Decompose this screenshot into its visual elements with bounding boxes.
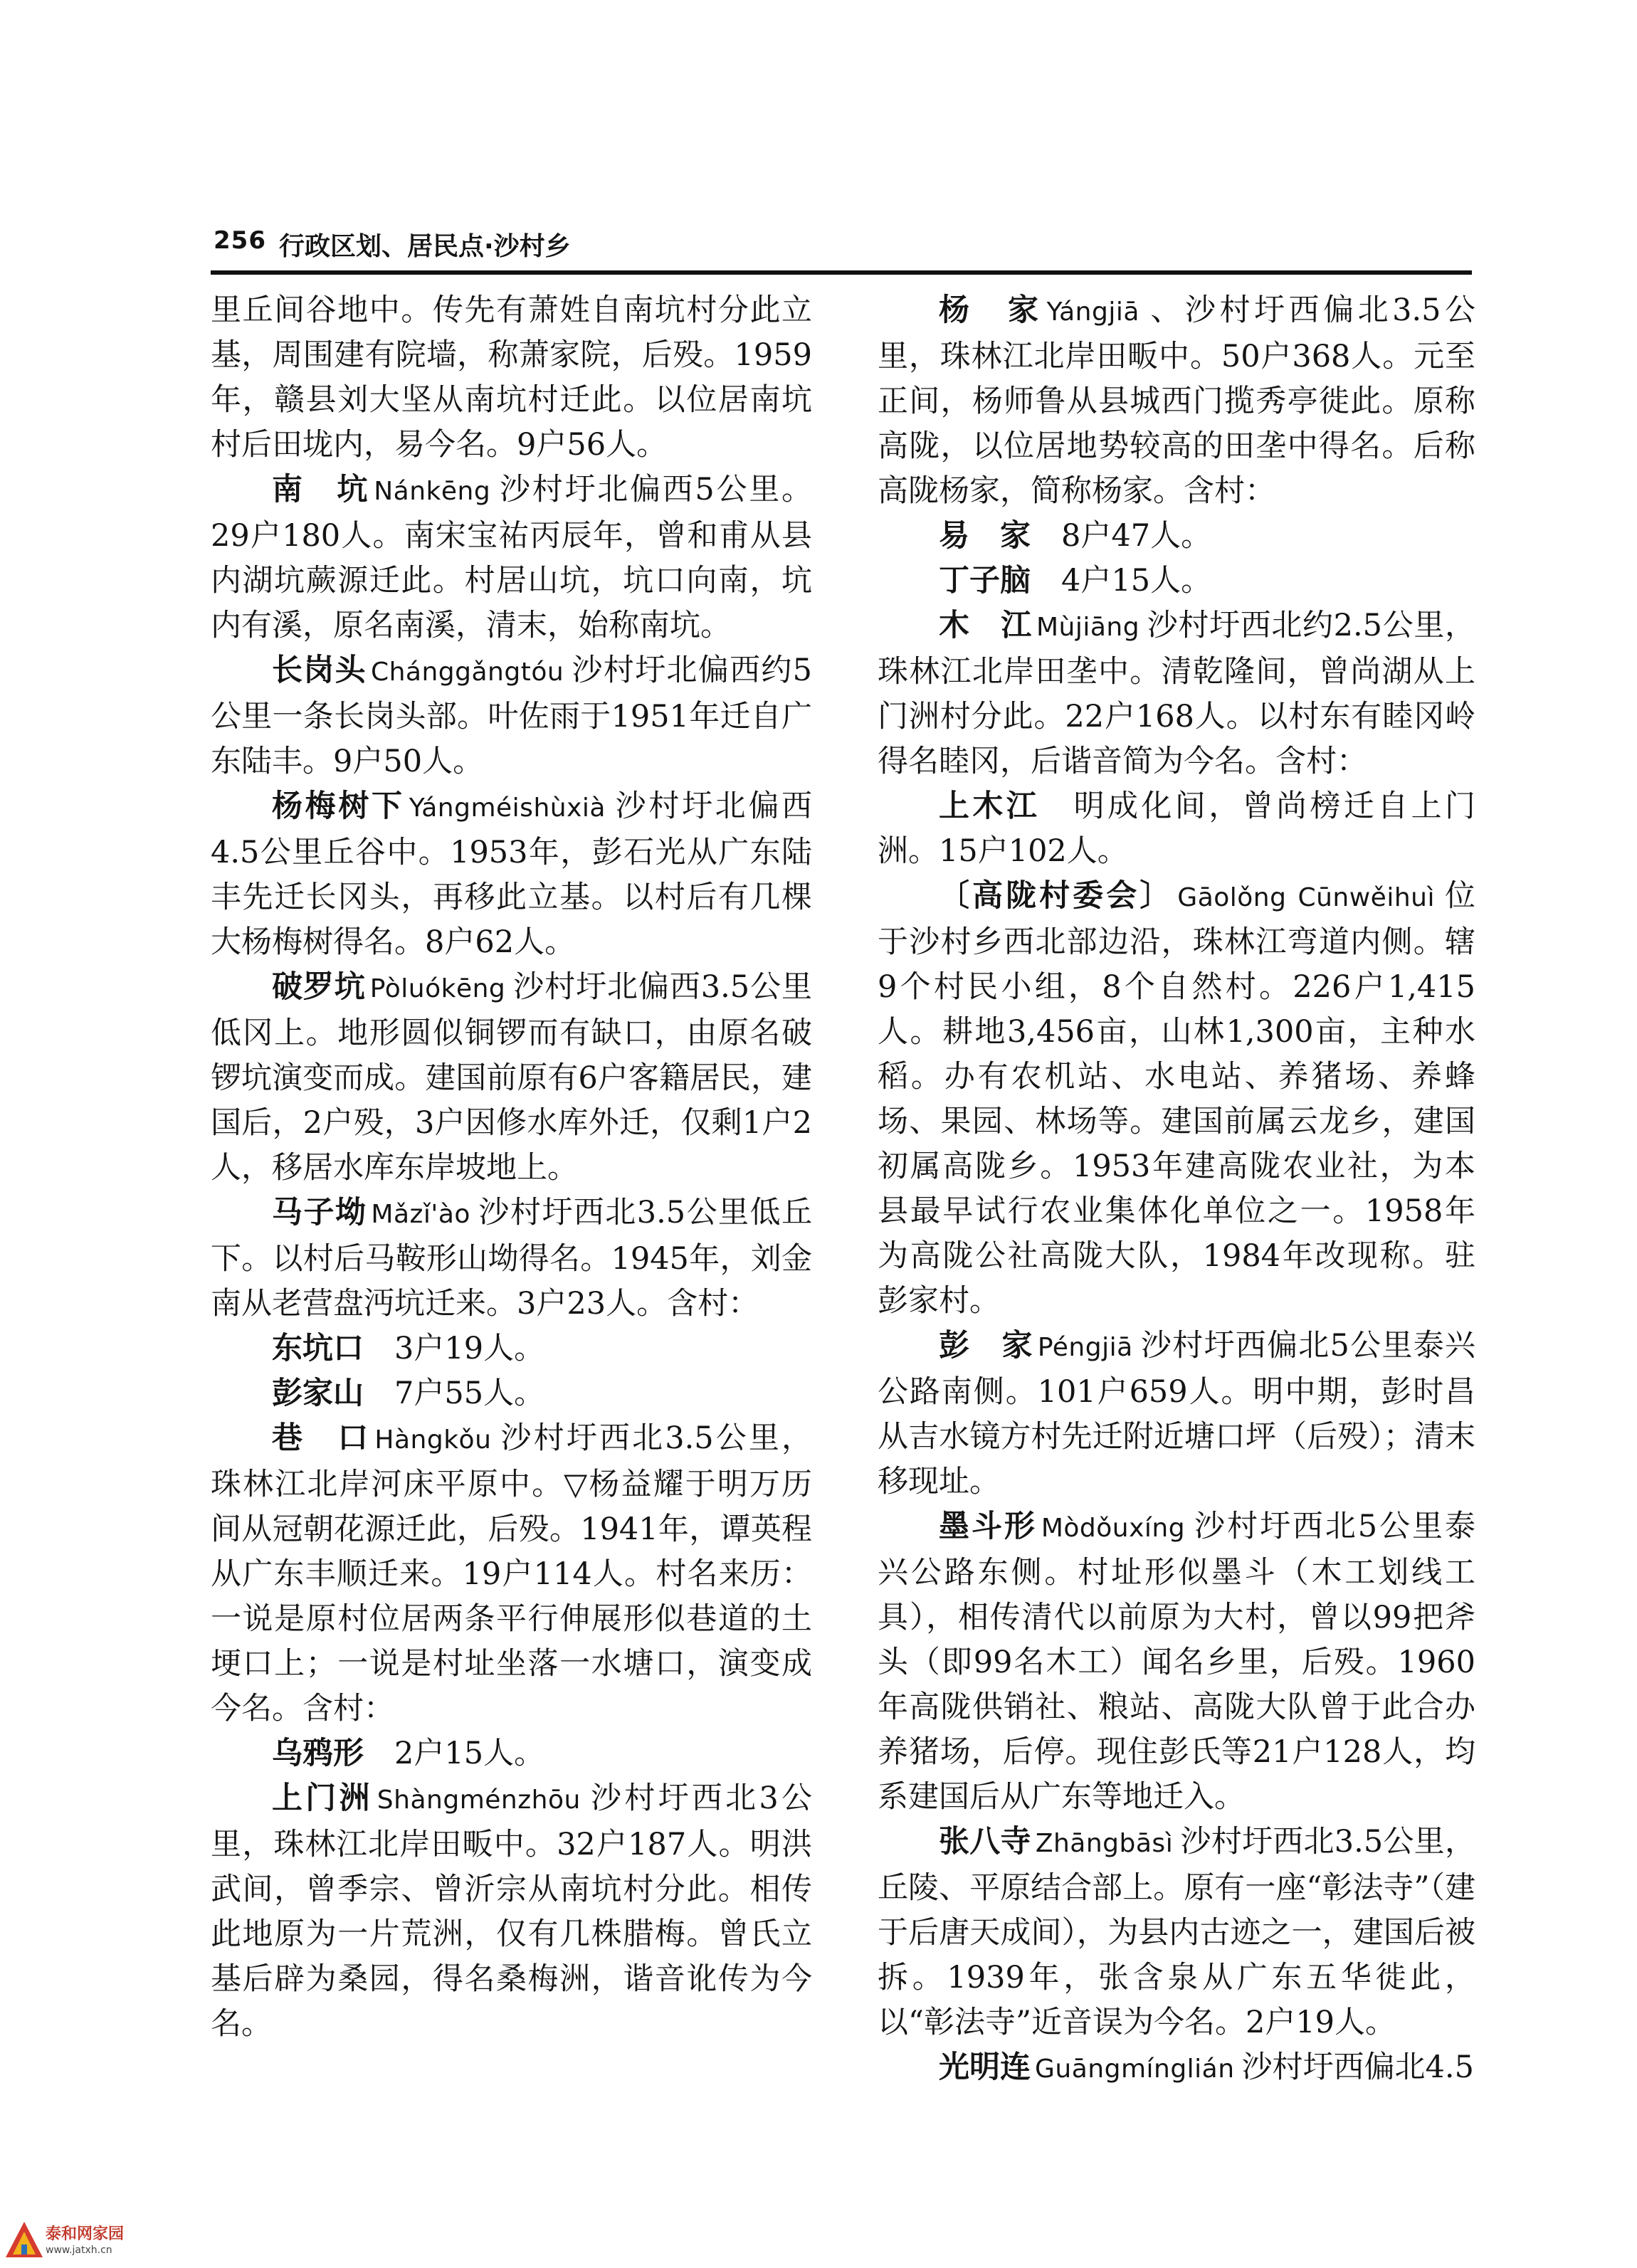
site-watermark: [0, 2206, 164, 2268]
entry-text: 沙村圩西北3.5公里，丘陵、平原结合部上。原有一座“彰法寺”（建于后唐天成间），为县内古迹之一，建国后被拆。1939年，张含泉从广东五华徙此，以“彰法寺”近音误为今名。2户19人。: [878, 1824, 1476, 2040]
entry-heading: 破罗坑: [272, 969, 366, 1005]
entry-paragraph: [878, 784, 1475, 874]
entry-paragraph: [878, 2045, 1475, 2092]
entry-romanization: Yángjiā: [1046, 297, 1139, 327]
entry-heading: 杨 家: [939, 292, 1043, 328]
entry-romanization: Péngjiā: [1037, 1333, 1133, 1362]
entry-romanization: Chánggǎngtóu: [370, 658, 564, 687]
entry-paragraph: [878, 603, 1475, 784]
entry-paragraph: [878, 288, 1475, 514]
entry-heading: 张八寺: [939, 1824, 1031, 1860]
entry-text: 7户55人。: [394, 1376, 545, 1411]
running-title: 行政区划、居民点·沙村乡: [279, 232, 571, 261]
entry-paragraph: [211, 288, 812, 468]
entry-romanization: Mǎzǐ'ào: [371, 1200, 470, 1229]
entry-text: 沙村圩西北3公里，珠林江北岸田畈中。32户187人。明洪武间，曾季宗、曾沂宗从南坑村分此。相传此地原为一片荒洲，仅有几株腊梅。曾氏立基后辟为桑园，得名桑梅洲，谐音讹传为今名。: [211, 1781, 812, 2042]
entry-text: 沙村圩北偏西4.5公里丘谷中。1953年，彭石光从广东陆丰先迁长冈头，再移此立基。以村后有几棵大杨梅树得名。8户62人。: [211, 788, 813, 960]
entry-paragraph: [211, 1371, 812, 1416]
entry-text: 4户15人。: [1061, 563, 1212, 598]
entry-text: 里丘间谷地中。传先有萧姓自南坑村分此立基，周围建有院墙，称萧家院，后殁。1959年，赣县刘大坚从南坑村迁此。以位居南坑村后田垅内，易今名。9户56人。: [211, 292, 812, 463]
entry-heading: 东坑口: [272, 1331, 364, 1366]
entry-text: 3户19人。: [394, 1331, 545, 1366]
entry-heading: 光明连: [939, 2050, 1031, 2085]
entry-text: 沙村圩北偏西3.5公里低冈上。地形圆似铜锣而有缺口，由原名破锣坑演变而成。建国前原有6户客籍居民，建国后，2户殁，3户因修水库外迁，仅剩1户2人，移居水库东岸坡地上。: [211, 969, 813, 1186]
header-rule: [211, 270, 1472, 275]
entry-paragraph: [878, 874, 1475, 1324]
entry-romanization: Nánkēng: [374, 477, 491, 506]
entry-text: 沙村圩西偏北5公里泰兴公路南侧。101户659人。明中期，彭时昌从吉水镜方村先迁附近塘口坪（后殁）；清末移现址。: [878, 1328, 1476, 1499]
entry-text: 沙村圩西北3.5公里，珠林江北岸河床平原中。▽杨益耀于明万历间从冠朝花源迁此，后殁。1941年，谭英程从广东丰顺迁来。19户114人。村名来历：一说是原村位居两条平行伸展形似巷道的土埂口上；一说是村址坐落一水塘口，演变成今名。含村：: [211, 1420, 812, 1726]
entry-paragraph: [878, 1820, 1475, 2045]
entry-text: 位于沙村乡西北部边沿，珠林江弯道内侧。辖9个村民小组，8个自然村。226户1,415人。耕地3,456亩，山林1,300亩，主种水稻。办有农机站、水电站、养猪场、养蜂场、果园、林场等。建国前属云龙乡，建国初属高陇乡。1953年建高陇农业社，为本县最早试行农业集体化单位之一。1958年为高陇公社高陇大队，1984年改现称。驻彭家村。: [878, 878, 1476, 1319]
watermark-url: www.jatxh.cn: [46, 2245, 112, 2256]
entry-paragraph: [211, 1191, 812, 1326]
entry-text: 沙村圩西北3.5公里低丘下。以村后马鞍形山坳得名。1945年，刘金南从老营盘沔坑迁来。3户23人。含村：: [211, 1195, 812, 1322]
entry-heading: 彭家山: [272, 1376, 364, 1411]
entry-heading: 巷 口: [272, 1420, 371, 1456]
entry-romanization: Mòdǒuxíng: [1041, 1514, 1186, 1543]
entry-heading: 上门洲: [272, 1781, 373, 1816]
entry-heading: 乌鸦形: [272, 1736, 364, 1771]
entry-romanization: Guāngmínglián: [1035, 2055, 1235, 2084]
entry-text: 沙村圩北偏西约5公里一条长岗头部。叶佐雨于1951年迁自广东陆丰。9户50人。: [211, 653, 813, 779]
entry-heading: 易 家: [939, 518, 1031, 554]
watermark-text: 泰和网家园: [46, 2225, 125, 2243]
entry-heading: 彭 家: [939, 1328, 1033, 1364]
entry-paragraph: [878, 1504, 1475, 1820]
left-column: [211, 288, 812, 2047]
entry-romanization: Zhāngbāsì: [1035, 1829, 1174, 1858]
entry-romanization: Gāolǒng Cūnwěihuì: [1177, 883, 1435, 912]
entry-heading: 南 坑: [272, 472, 370, 507]
entry-text: 沙村圩西北约2.5公里，珠林江北岸田垄中。清乾隆间，曾尚湖从上门洲村分此。22户168人。以村东有睦冈岭得名睦冈，后谐音简为今名。含村：: [878, 608, 1476, 779]
entry-text: 8户47人。: [1061, 518, 1212, 554]
entry-text: 、沙村圩西偏北3.5公里，珠林江北岸田畈中。50户368人。元至正间，杨师鲁从县城西门揽秀亭徙此。原称高陇，以位居地势较高的田垄中得名。后称高陇杨家，简称杨家。含村：: [878, 292, 1476, 509]
right-column: [878, 288, 1475, 2092]
entry-text: 沙村圩西北5公里泰兴公路东侧。村址形似墨斗（木工划线工具），相传清代以前原为大村，曾以99把斧头（即99名木工）闻名乡里，后殁。1960年高陇供销社、粮站、高陇大队曾于此合办养猪场，后停。现住彭氏等21户128人，均系建国后从广东等地迁入。: [878, 1509, 1475, 1815]
entry-text: 明成化间，曾尚榜迁自上门洲。15户102人。: [878, 788, 1476, 869]
entry-text: 沙村圩西偏北4.5: [1241, 2050, 1474, 2085]
entry-text: 沙村圩北偏西5公里。29户180人。南宋宝祐丙辰年，曾和甫从县内湖坑蕨源迁此。村居山坑，坑口向南，坑内有溪，原名南溪，清末，始称南坑。: [211, 472, 813, 643]
entry-heading: 马子坳: [272, 1195, 367, 1230]
entry-paragraph: [211, 965, 812, 1191]
entry-paragraph: [211, 1326, 812, 1371]
entry-heading: 丁子脑: [939, 563, 1031, 598]
entry-romanization: Shàngménzhōu: [377, 1786, 581, 1815]
entry-paragraph: [211, 784, 812, 965]
entry-romanization: Pòluókēng: [369, 974, 506, 1003]
page-header: [214, 226, 1466, 269]
entry-heading: 〔高陇村委会〕: [939, 878, 1174, 914]
entry-paragraph: [878, 559, 1475, 603]
entry-paragraph: [878, 514, 1475, 559]
entry-heading: 墨斗形: [939, 1509, 1037, 1544]
entry-romanization: Yángméishùxià: [409, 793, 606, 823]
entry-paragraph: [211, 648, 812, 784]
entry-romanization: Hàngkǒu: [374, 1425, 492, 1455]
page-number: 256: [214, 226, 266, 255]
entry-heading: 上木江: [939, 788, 1041, 824]
entry-text: 2户15人。: [394, 1736, 545, 1771]
entry-paragraph: [211, 468, 812, 648]
entry-paragraph: [211, 1731, 812, 1776]
entry-heading: 长岗头: [272, 653, 367, 688]
entry-paragraph: [211, 1776, 812, 2047]
entry-paragraph: [878, 1324, 1475, 1504]
entry-heading: 杨梅树下: [272, 788, 405, 824]
watermark-logo-icon: [3, 2219, 46, 2262]
entry-paragraph: [211, 1416, 812, 1731]
entry-romanization: Mùjiāng: [1036, 613, 1140, 642]
entry-heading: 木 江: [939, 608, 1032, 643]
